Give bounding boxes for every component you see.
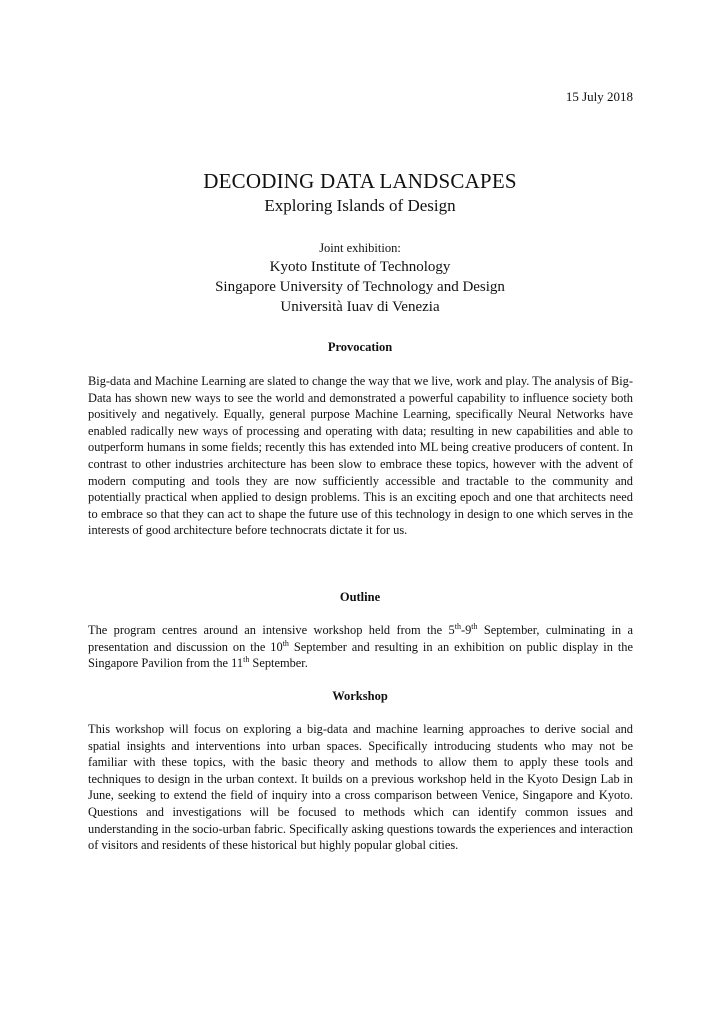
- institution-venezia: Università Iuav di Venezia: [280, 299, 440, 315]
- outline-paragraph: The program centres around an intensive workshop held from the 5th-9th September, culminating in a presentation and discussion on the 10th September and resulting in an exhibition on public display in the Singapore Pavilion from the 11th September.: [88, 621, 633, 671]
- document-subtitle: Exploring Islands of Design: [264, 196, 456, 215]
- workshop-heading: Workshop: [332, 689, 388, 703]
- joint-exhibition-block: [0, 240, 720, 317]
- workshop-paragraph: This workshop will focus on exploring a big-data and machine learning approaches to derive social and spatial insights and interventions into urban spaces. Specifically introducing students who may not be familiar with these topics, with the basic theory and methods to allow them to apply these tools and techniques to design in the urban context. It builds on a previous workshop held in the Kyoto Design Lab in June, seeking to extend the field of inquiry into a cross comparison between Venice, Singapore and Kyoto. Questions and investigations will be focused to methods which can identify common issues and understanding in the socio-urban fabric. Specifically asking questions towards the experiences and interaction of visitors and residents of these historical but highly popular global cities.: [88, 722, 633, 853]
- provocation-heading: Provocation: [327, 340, 393, 354]
- document-date: 15 July 2018: [565, 89, 633, 104]
- outline-heading: Outline: [339, 590, 381, 604]
- joint-exhibition-label: Joint exhibition:: [319, 241, 401, 255]
- institution-kyoto: Kyoto Institute of Technology: [269, 259, 451, 275]
- provocation-paragraph: Big-data and Machine Learning are slated to change the way that we live, work and play. The analysis of Big-Data has shown new ways to see the world and demonstrated a powerful capability to influence society both positively and negatively. Equally, general purpose Machine Learning, specifically Neural Networks have enabled radically new ways of processing and operating with data; resulting in new capabilities and able to outperform humans in some fields; recently this has extended into ML being creative producers of content. In contrast to other industries architecture has been slow to embrace these topics, however with the advent of modern computing and tools they are now sufficiently accessible and tractable to the community and potentially practical when applied to design problems. This is an exciting epoch and one that architects need to embrace so that they can act to shape the future use of this technology in design to one which serves in the interests of good architecture before technocrats dictate it for us.: [88, 374, 634, 538]
- institution-singapore: Singapore University of Technology and Design: [215, 279, 505, 295]
- document-title: DECODING DATA LANDSCAPES: [203, 169, 517, 193]
- title-block: [0, 168, 720, 217]
